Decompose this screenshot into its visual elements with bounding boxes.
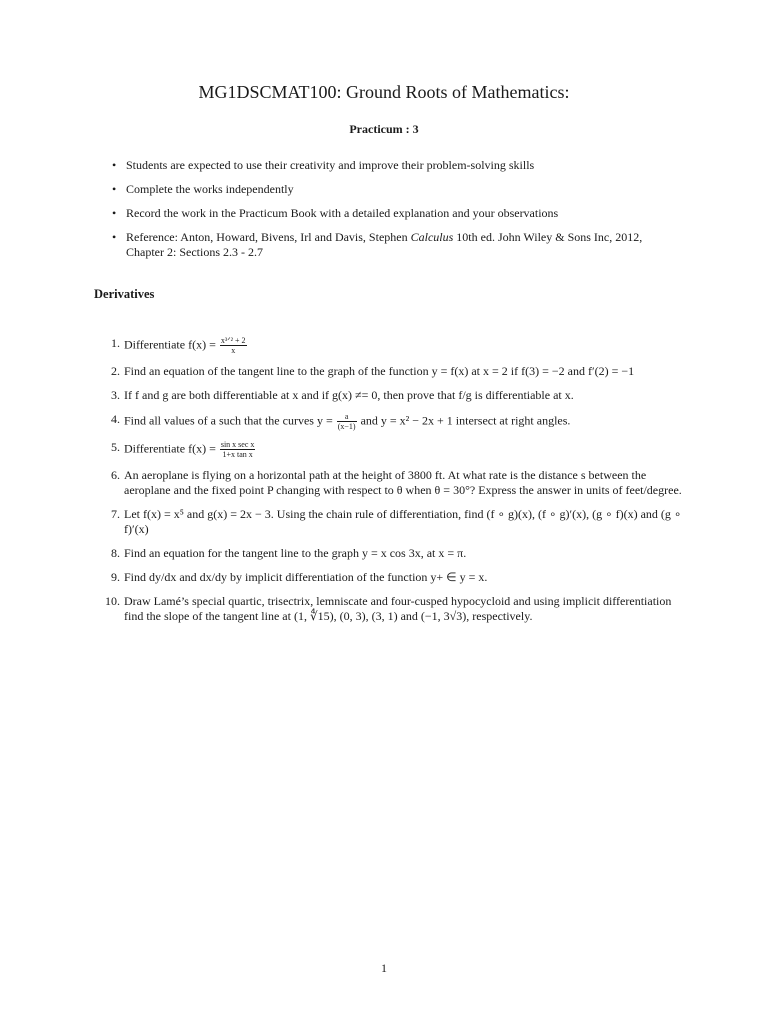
bullet-icon: • [112, 230, 117, 244]
question-number: 6. [111, 468, 120, 482]
fraction-numerator: sin x sec x [220, 440, 255, 449]
bullet-icon: • [112, 158, 117, 172]
bullet-icon: • [112, 206, 117, 220]
bullet-icon: • [112, 182, 117, 196]
question-item [102, 364, 682, 379]
fraction [220, 440, 256, 459]
question-text: Let f(x) = x⁵ and g(x) = 2x − 3. Using the chain rule of differentiation, find (f ∘ g)(x), (f ∘ g)′(x), (g ∘ f)(x) and (g ∘ f)′(x) [124, 507, 682, 536]
instruction-text: Complete the works independently [126, 182, 294, 196]
page-number: 1 [381, 961, 387, 975]
question-item [102, 412, 682, 431]
question-text: Find all values of a such that the curves y = [124, 413, 336, 428]
fraction [337, 412, 357, 431]
question-text: Find dy/dx and dx/dy by implicit differentiation of the function y+ ∈ y = x. [124, 570, 488, 584]
question-number: 1. [111, 336, 120, 350]
fraction-numerator: a [337, 412, 357, 422]
list-item [112, 158, 682, 173]
question-text: An aeroplane is flying on a horizontal path at the height of 3800 ft. At what rate is the distance s between the aeroplane and the fixed point P changing with respect to θ when θ = 30°? Express the answer in units of feet/degree. [124, 468, 682, 497]
reference-prefix: Reference: Anton, Howard, Bivens, Irl and Davis, Stephen [126, 230, 411, 244]
fraction-denominator: x [231, 346, 236, 355]
reference-suffix: 10th ed. John Wiley & Sons Inc, 2012, Chapter 2: Sections 2.3 - 2.7 [126, 230, 643, 259]
question-number: 8. [111, 546, 120, 560]
list-item [112, 206, 682, 221]
question-number: 10. [105, 594, 120, 608]
instructions-list [112, 158, 682, 269]
question-number: 5. [111, 440, 120, 454]
question-item [102, 594, 682, 624]
fraction-numerator: x³ᐟ² + 2 [220, 336, 246, 345]
question-number: 7. [111, 507, 120, 521]
question-number: 3. [111, 388, 120, 402]
question-item [102, 388, 682, 403]
page-subtitle: Practicum : 3 [349, 122, 419, 136]
fraction-denominator: (x−1) [337, 422, 356, 431]
question-item [102, 546, 682, 561]
question-text: Draw Lamé’s special quartic, trisectrix, lemniscate and four-cusped hypocycloid and using implicit differentiation find the slope of the tangent line at (1, ∜15), (0, 3), (3, 1) and (−1, 3√3), respectively. [124, 594, 672, 623]
question-number: 9. [111, 570, 120, 584]
question-text: Find an equation of the tangent line to the graph of the function y = f(x) at x = 2 if f(3) = −2 and f′(2) = −1 [124, 364, 635, 378]
question-item [102, 507, 682, 537]
question-item [102, 440, 682, 459]
question-number: 4. [111, 412, 120, 426]
list-item-reference [112, 230, 682, 260]
question-list [102, 336, 682, 633]
question-text: If f and g are both differentiable at x and if g(x) ≠= 0, then prove that f/g is differentiable at x. [124, 388, 574, 402]
reference-book-title: Calculus [410, 230, 454, 244]
question-item [102, 468, 682, 498]
question-text: Find an equation for the tangent line to the graph y = x cos 3x, at x = π. [124, 546, 467, 560]
section-heading: Derivatives [94, 287, 155, 301]
question-text: Differentiate f(x) = [124, 441, 219, 456]
question-number: 2. [111, 364, 120, 378]
list-item [112, 182, 682, 197]
instruction-text: Students are expected to use their creativity and improve their problem-solving skills [126, 158, 535, 172]
question-text: Differentiate f(x) = [124, 337, 219, 352]
page-title: MG1DSCMAT100: Ground Roots of Mathematics: [198, 82, 570, 102]
fraction [220, 336, 247, 355]
question-item [102, 336, 682, 355]
question-text-continued: and y = x² − 2x + 1 intersect at right angles. [357, 413, 571, 428]
question-item [102, 570, 682, 585]
instruction-text: Record the work in the Practicum Book with a detailed explanation and your observations [126, 206, 559, 220]
fraction-denominator: 1+x tan x [222, 450, 253, 459]
